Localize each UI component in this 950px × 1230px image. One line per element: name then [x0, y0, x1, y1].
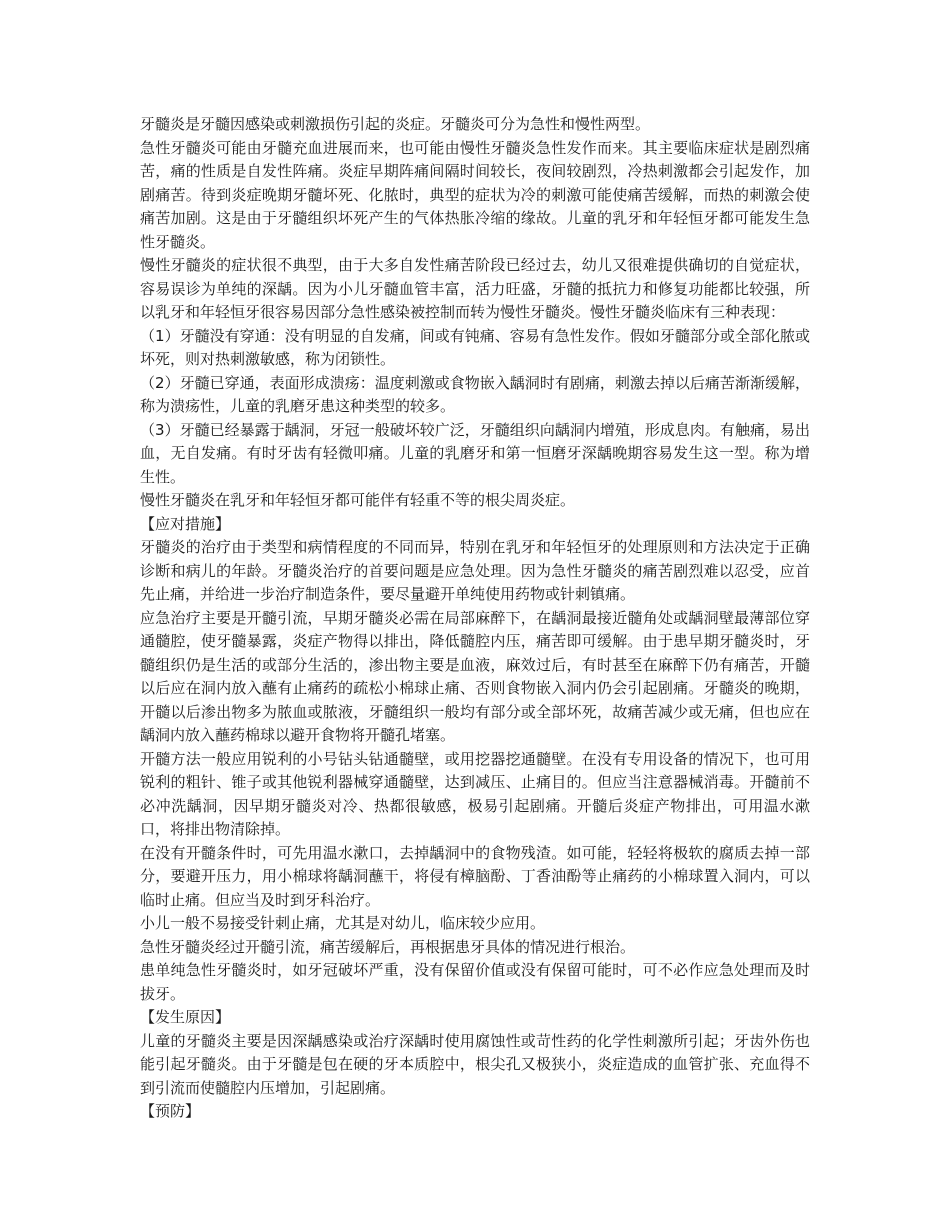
document-body: [140, 113, 810, 1124]
paragraph-intro: 牙髓炎是牙髓因感染或刺激损伤引起的炎症。牙髓炎可分为急性和慢性两型。: [140, 115, 651, 133]
paragraph-extraction: 患单纯急性牙髓炎时，如牙冠破坏严重，没有保留价值或没有保留可能时，可不必作应急处理而及时拔牙。: [140, 961, 810, 1003]
paragraph-acute: 急性牙髓炎可能由牙髓充血进展而来，也可能由慢性牙髓炎急性发作而来。其主要临床症状是剧烈痛苦，痛的性质是自发性阵痛。炎症早期阵痛间隔时间较长，夜间较剧烈，冷热刺激都会引起发作，加剧痛苦。待到炎症晚期牙髓坏死、化脓时，典型的症状为冷的刺激可能使痛苦缓解，而热的刺激会使痛苦加剧。这是由于牙髓组织坏死产生的气体热胀冷缩的缘故。儿童的乳牙和年轻恒牙都可能发生急性牙髓炎。: [140, 138, 810, 251]
paragraph-no-drill: 在没有开髓条件时，可先用温水漱口，去掉龋洞中的食物残渣。如可能，轻轻将极软的腐质去掉一部分，要避开压力，用小棉球将龋洞蘸干，将侵有樟脑酚、丁香油酚等止痛药的小棉球置入洞内，可以临时止痛。但应当及时到牙科治疗。: [140, 843, 810, 909]
paragraph-acupuncture: 小儿一般不易接受针刺止痛，尤其是对幼儿，临床较少应用。: [140, 914, 546, 932]
section-heading-prevention: 【预防】: [140, 1102, 201, 1120]
paragraph-causes: 儿童的牙髓炎主要是因深龋感染或治疗深龋时使用腐蚀性或苛性药的化学性刺激所引起；牙齿外伤也能引起牙髓炎。由于牙髓是包在硬的牙本质腔中，根尖孔又极狭小，炎症造成的血管扩张、充血得不到引流而使髓腔内压增加，引起剧痛。: [140, 1031, 810, 1097]
paragraph-type-1: （1）牙髓没有穿通：没有明显的自发痛，间或有钝痛、容易有急性发作。假如牙髓部分或全部化脓或坏死，则对热刺激敏感，称为闭锁性。: [140, 326, 810, 368]
section-heading-measures: 【应对措施】: [140, 514, 231, 533]
paragraph-chronic: 慢性牙髓炎的症状很不典型，由于大多自发性痛苦阶段已经过去，幼儿又很难提供确切的自觉症状，容易误诊为单纯的深龋。因为小儿牙髓血管丰富，活力旺盛，牙髓的抵抗力和修复功能都比较强，所以乳牙和年轻恒牙很容易因部分急性感染被控制而转为慢性牙髓炎。慢性牙髓炎临床有三种表现：: [140, 256, 810, 321]
paragraph-type-2: （2）牙髓已穿通，表面形成溃疡：温度刺激或食物嵌入龋洞时有剧痛，刺激去掉以后痛苦渐渐缓解，称为溃疡性，儿童的乳磨牙患这种类型的较多。: [140, 373, 810, 415]
section-heading-causes: 【发生原因】: [140, 1008, 231, 1026]
paragraph-followup: 急性牙髓炎经过开髓引流，痛苦缓解后，再根据患牙具体的情况进行根治。: [140, 937, 636, 956]
paragraph-type-3: （3）牙髓已经暴露于龋洞，牙冠一般破坏较广泛，牙髓组织向龋洞内增殖，形成息肉。有触痛，易出血，无自发痛。有时牙齿有轻微叩痛。儿童的乳磨牙和第一恒磨牙深龋晚期容易发生这一型。称为增生性。: [140, 420, 810, 486]
paragraph-treatment: 牙髓炎的治疗由于类型和病情程度的不同而异，特别在乳牙和年轻恒牙的处理原则和方法决定于正确诊断和病儿的年龄。牙髓炎治疗的首要问题是应急处理。因为急性牙髓炎的痛苦剧烈难以忍受，应首先止痛，并给进一步治疗制造条件，要尽量避开单纯使用药物或针刺镇痛。: [140, 538, 810, 603]
paragraph-emergency: 应急治疗主要是开髓引流，早期牙髓炎必需在局部麻醉下，在龋洞最接近髓角处或龋洞壁最薄部位穿通髓腔，使牙髓暴露，炎症产物得以排出，降低髓腔内压，痛苦即可缓解。由于患早期牙髓炎时，牙髓组织仍是生活的或部分生活的，渗出物主要是血液，麻效过后，有时甚至在麻醉下仍有痛苦，开髓以后应在洞内放入蘸有止痛药的疏松小棉球止痛、否则食物嵌入洞内仍会引起剧痛。牙髓炎的晚期，开髓以后渗出物多为脓血或脓液，牙髓组织一般均有部分或全部坏死，故痛苦减少或无痛，但也应在龋洞内放入蘸药棉球以避开食物将开髓孔堵塞。: [140, 608, 810, 744]
paragraph-periapical: 慢性牙髓炎在乳牙和年轻恒牙都可能伴有轻重不等的根尖周炎症。: [140, 491, 576, 509]
paragraph-method: 开髓方法一般应用锐利的小号钻头钻通髓壁，或用挖器挖通髓壁。在没有专用设备的情况下，也可用锐利的粗针、锥子或其他锐利器械穿通髓壁，达到减压、止痛目的。但应当注意器械消毒。开髓前不必冲洗龋洞，因早期牙髓炎对冷、热都很敏感，极易引起剧痛。开髓后炎症产物排出，可用温水漱口，将排出物清除掉。: [140, 749, 810, 838]
